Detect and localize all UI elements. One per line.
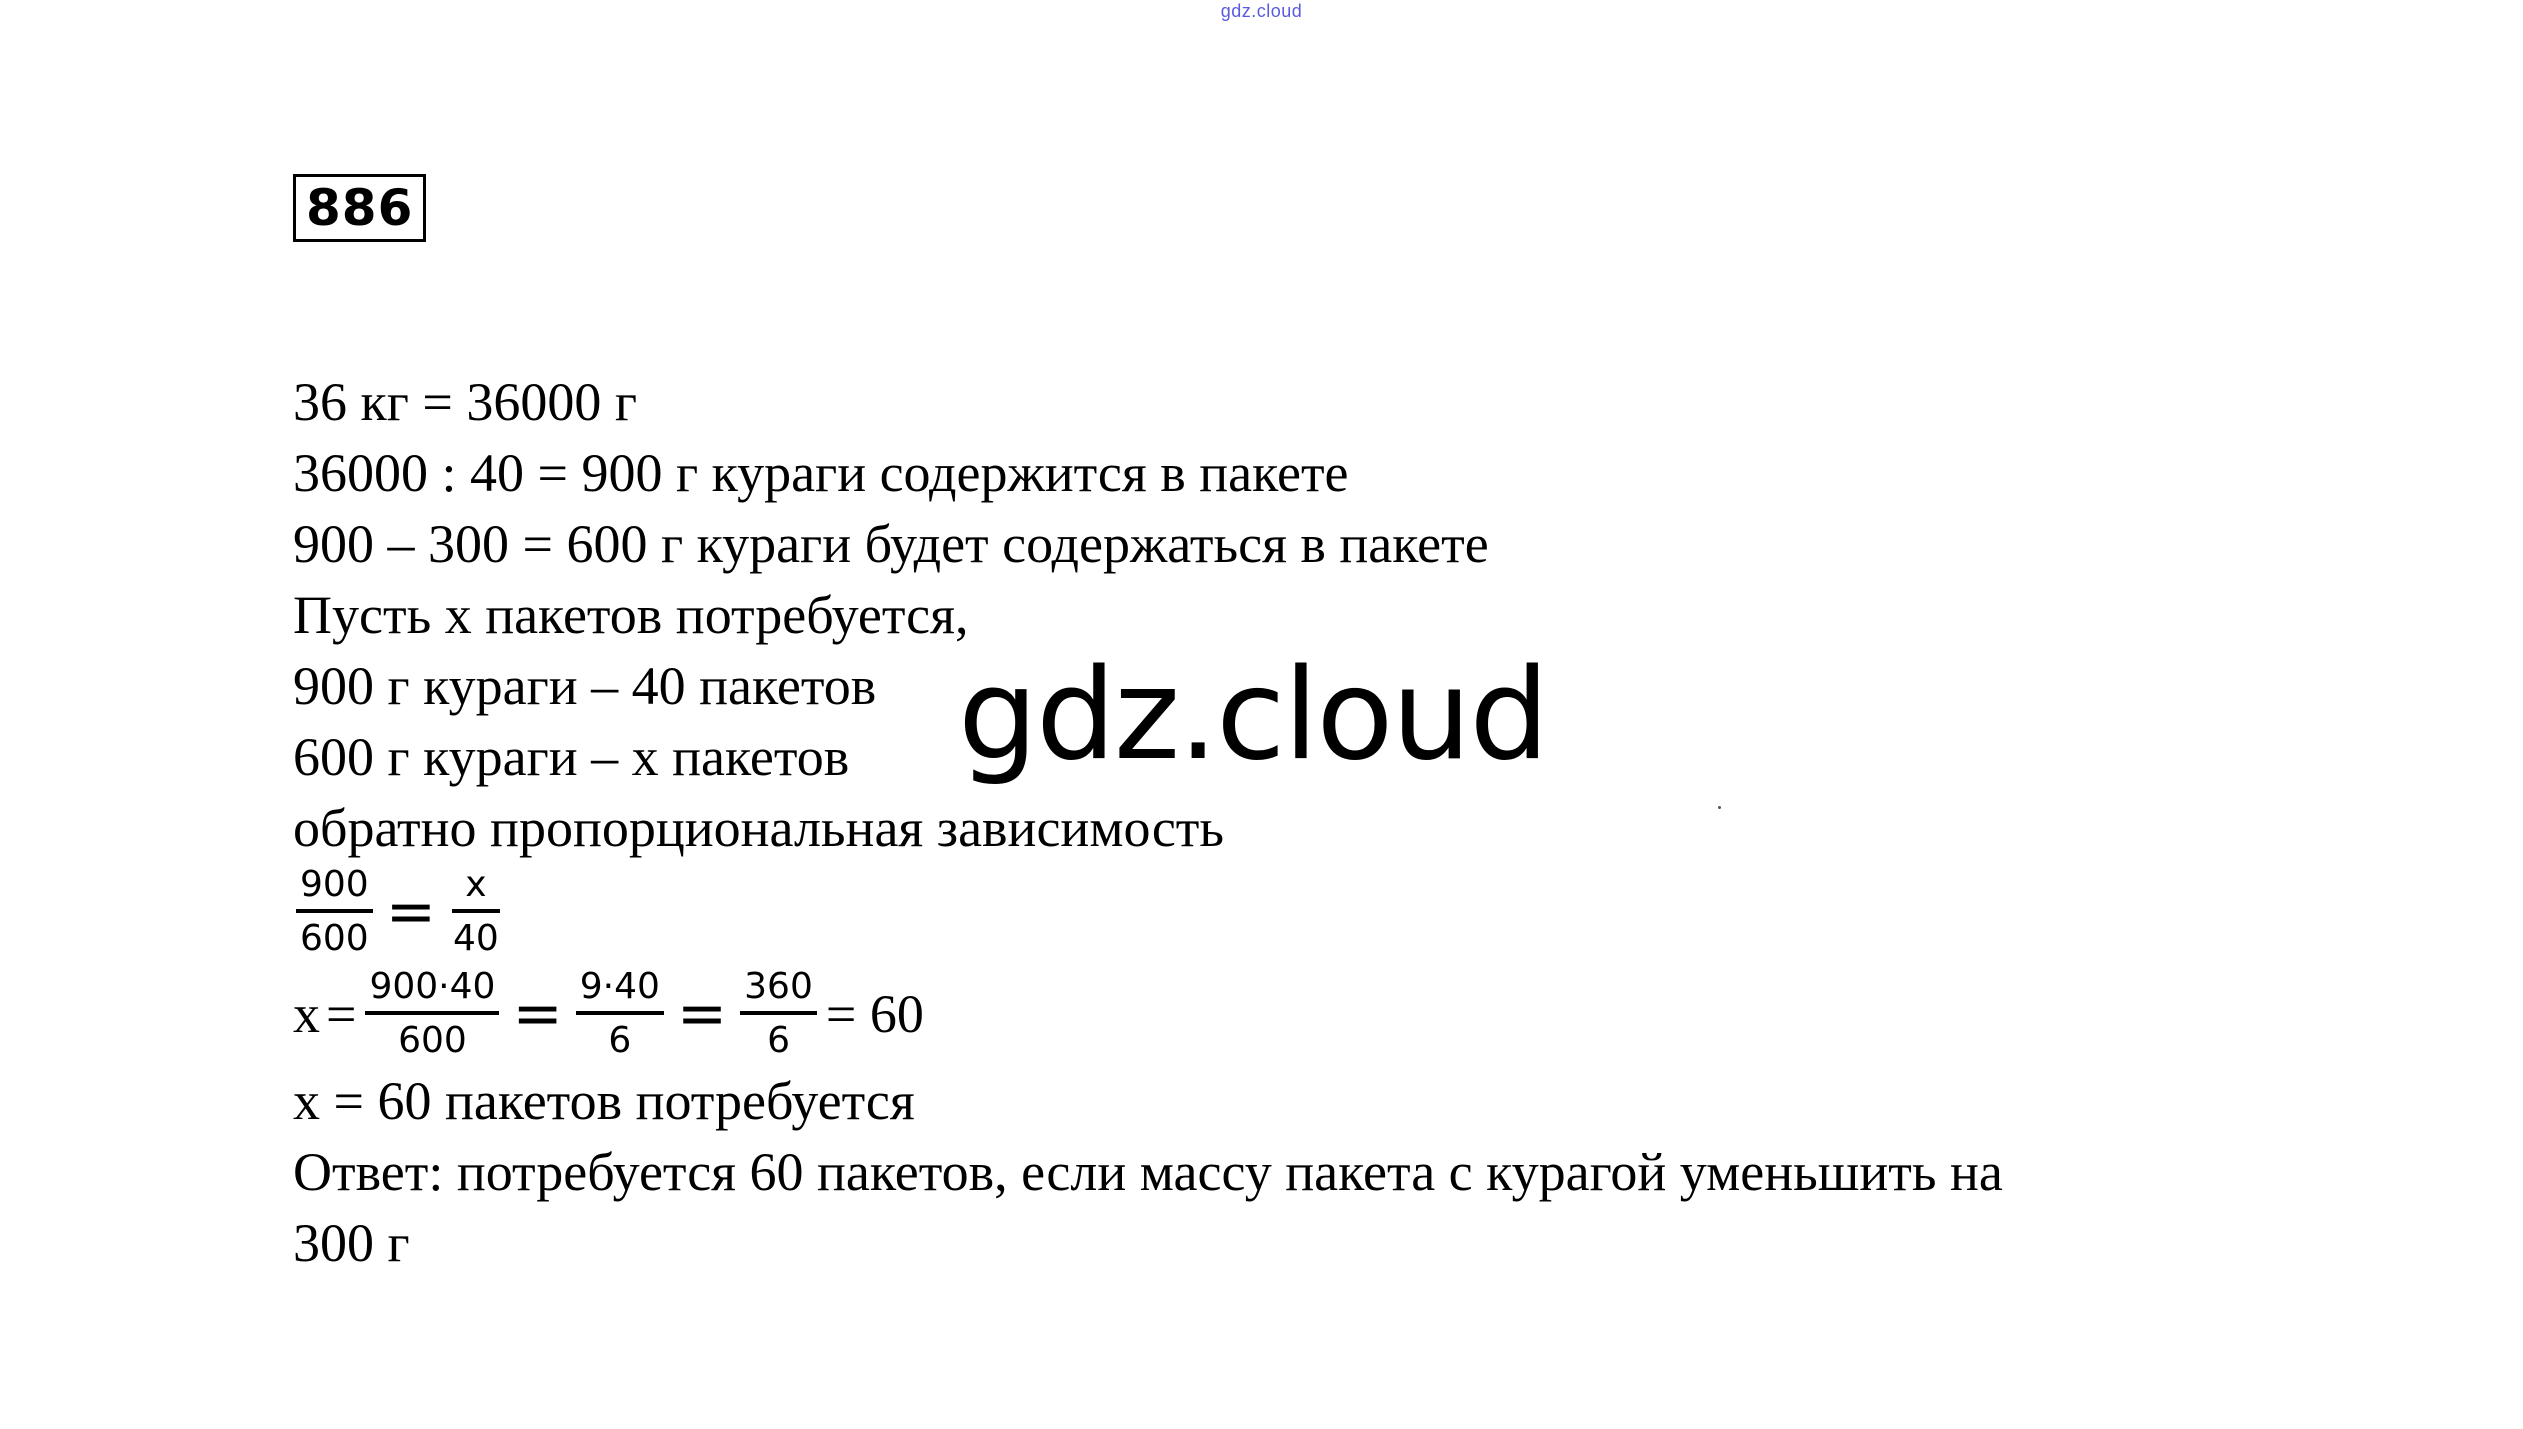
- stray-dot: [1718, 806, 1721, 809]
- variable-x: x: [293, 984, 320, 1044]
- line-answer-continued: 300 г: [293, 1213, 410, 1273]
- fraction-3: [737, 965, 820, 1063]
- fraction-denominator: 40: [453, 918, 499, 959]
- fraction-1: [362, 965, 502, 1063]
- fraction-denominator: 600: [398, 1020, 467, 1061]
- line-result: х = 60 пакетов потребуется: [293, 1071, 915, 1131]
- fraction-right: [446, 863, 506, 961]
- solution-text: [293, 367, 2293, 1279]
- fraction-numerator: x: [452, 863, 500, 913]
- line-condition-2: 600 г кураги – х пакетов: [293, 727, 850, 787]
- fraction-denominator: 6: [767, 1020, 790, 1061]
- equals-sign: =: [385, 877, 436, 947]
- problem-number-box: 886: [293, 174, 426, 242]
- fraction-denominator: 600: [300, 918, 369, 959]
- fraction-numerator: 9·40: [576, 965, 664, 1015]
- line-condition-1: 900 г кураги – 40 пакетов: [293, 656, 877, 716]
- line-conversion: 36 кг = 36000 г: [293, 372, 637, 432]
- fraction-left: [293, 863, 376, 961]
- line-answer: Ответ: потребуется 60 пакетов, если массу пакета с курагой уменьшить на: [293, 1142, 2003, 1202]
- center-watermark: gdz.cloud: [958, 641, 1548, 788]
- equals-sign: =: [512, 979, 563, 1049]
- equals-sign: =: [676, 979, 728, 1049]
- line-reduced-mass: 900 – 300 = 600 г кураги будет содержаться в пакете: [293, 514, 1489, 574]
- fraction-2: [573, 965, 667, 1063]
- line-per-package: 36000 : 40 = 900 г кураги содержится в пакете: [293, 443, 1349, 503]
- solution-equation: [293, 962, 2293, 1066]
- fraction-numerator: 360: [740, 965, 817, 1015]
- line-dependency: обратно пропорциональная зависимость: [293, 798, 1225, 858]
- fraction-denominator: 6: [608, 1020, 632, 1061]
- equals-sign: =: [326, 984, 357, 1044]
- top-watermark: gdz.cloud: [1220, 1, 1303, 21]
- result-value: = 60: [825, 984, 924, 1044]
- line-let-x: Пусть х пакетов потребуется,: [293, 585, 969, 645]
- fraction-numerator: 900: [296, 863, 373, 913]
- fraction-numerator: 900·40: [365, 965, 499, 1015]
- proportion-equation: [293, 862, 2293, 962]
